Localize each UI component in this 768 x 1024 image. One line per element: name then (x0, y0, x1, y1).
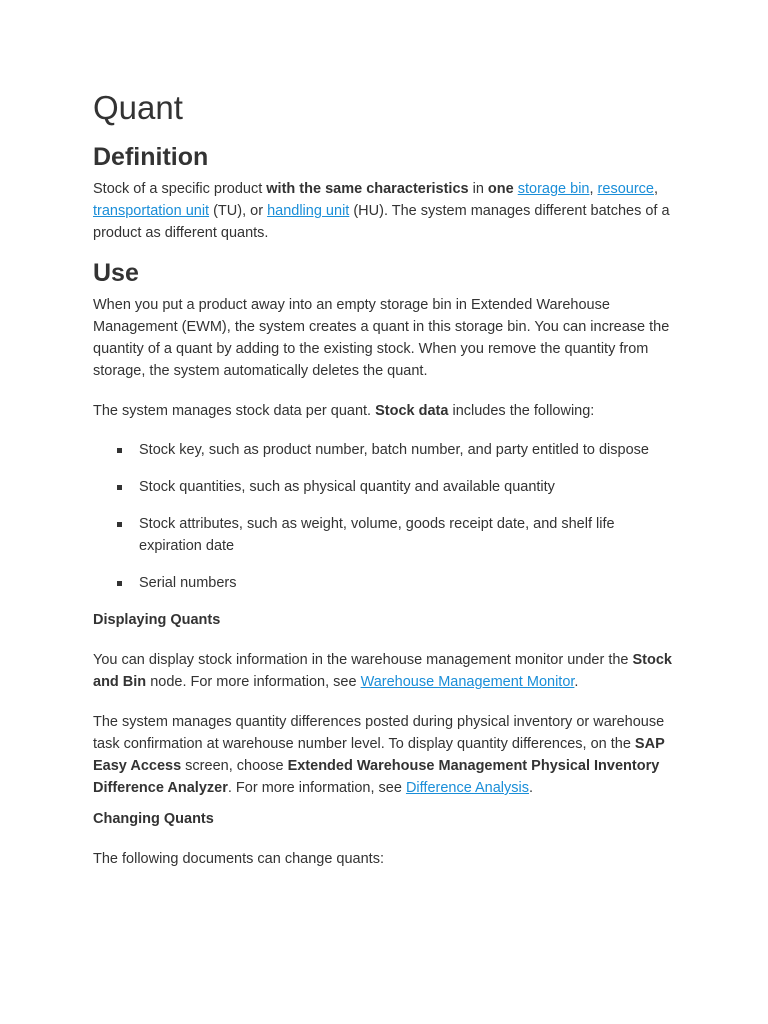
displaying-p1-text-2: node. For more information, see (146, 674, 361, 690)
definition-text-2: in (468, 181, 488, 197)
displaying-p2-text-1: The system manages quantity differences posted during physical inventory or warehouse task confirmation at warehouse number level. To display quantity differences, on the (93, 714, 665, 752)
definition-text-5: , (653, 181, 658, 197)
list-item (139, 513, 673, 557)
definition-text-6: (TU), or (209, 203, 268, 219)
bullet-icon (117, 448, 122, 453)
definition-heading: Definition (93, 143, 209, 171)
displaying-p2-text-3: . For more information, see (227, 780, 406, 796)
use-p2-text-2: includes the following: (448, 403, 595, 419)
displaying-p2-text-4: . (529, 780, 534, 796)
displaying-p2-bold-2: Extended Warehouse Management Physical Inventory Difference Analyzer (93, 758, 660, 796)
use-paragraph-1: When you put a product away into an empty storage bin in Extended Warehouse Management (EWM), the system creates a quant in this storage bin. You can increase the quantity of a quant by adding to the existing stock. When you remove the quantity from storage, the system automatically deletes the quant. (93, 297, 670, 379)
definition-text-1: Stock of a specific product (93, 181, 267, 197)
displaying-p2-text-2: screen, choose (181, 758, 288, 774)
changing-paragraph-1: The following documents can change quants: (93, 851, 384, 867)
document-page (93, 86, 673, 870)
stock-data-list (93, 439, 673, 594)
list-item-text: Stock key, such as product number, batch number, and party entitled to dispose (139, 442, 649, 458)
use-paragraph-2 (93, 400, 673, 422)
displaying-p1-bold: Stock and Bin (93, 652, 673, 690)
displaying-p1-text-1: You can display stock information in the warehouse management monitor under the (93, 652, 633, 668)
bullet-icon (117, 522, 122, 527)
bullet-icon (117, 581, 122, 586)
displaying-quants-heading: Displaying Quants (93, 612, 221, 628)
use-p2-bold: Stock data (375, 403, 449, 419)
list-item-text: Stock quantities, such as physical quantity and available quantity (139, 479, 555, 495)
definition-text-7: (HU). The system manages different batches of a product as different quants. (93, 203, 670, 241)
list-item-text: Serial numbers (139, 575, 237, 591)
changing-quants-heading: Changing Quants (93, 811, 214, 827)
use-p2-text-1: The system manages stock data per quant. (93, 403, 376, 419)
displaying-paragraph-1 (93, 649, 673, 693)
use-heading: Use (93, 259, 139, 287)
definition-paragraph (93, 178, 673, 244)
definition-bold-2: one (487, 181, 514, 197)
page-title: Quant (93, 89, 183, 126)
transportation-unit-link[interactable]: transportation unit (93, 203, 210, 219)
bullet-icon (117, 485, 122, 490)
displaying-paragraph-2 (93, 711, 673, 799)
list-item (139, 439, 673, 461)
handling-unit-link[interactable]: handling unit (267, 203, 350, 219)
warehouse-management-monitor-link[interactable]: Warehouse Management Monitor (360, 674, 575, 690)
list-item-text: Stock attributes, such as weight, volume, goods receipt date, and shelf life expiration date (139, 516, 615, 554)
displaying-p1-text-3: . (574, 674, 579, 690)
resource-link[interactable]: resource (597, 181, 654, 197)
list-item (139, 572, 673, 594)
displaying-p2-bold-1: SAP Easy Access (93, 736, 665, 774)
storage-bin-link[interactable]: storage bin (517, 181, 590, 197)
definition-text-4: , (589, 181, 598, 197)
difference-analysis-link[interactable]: Difference Analysis (405, 780, 529, 796)
definition-bold-1: with the same characteristics (266, 181, 469, 197)
list-item (139, 476, 673, 498)
